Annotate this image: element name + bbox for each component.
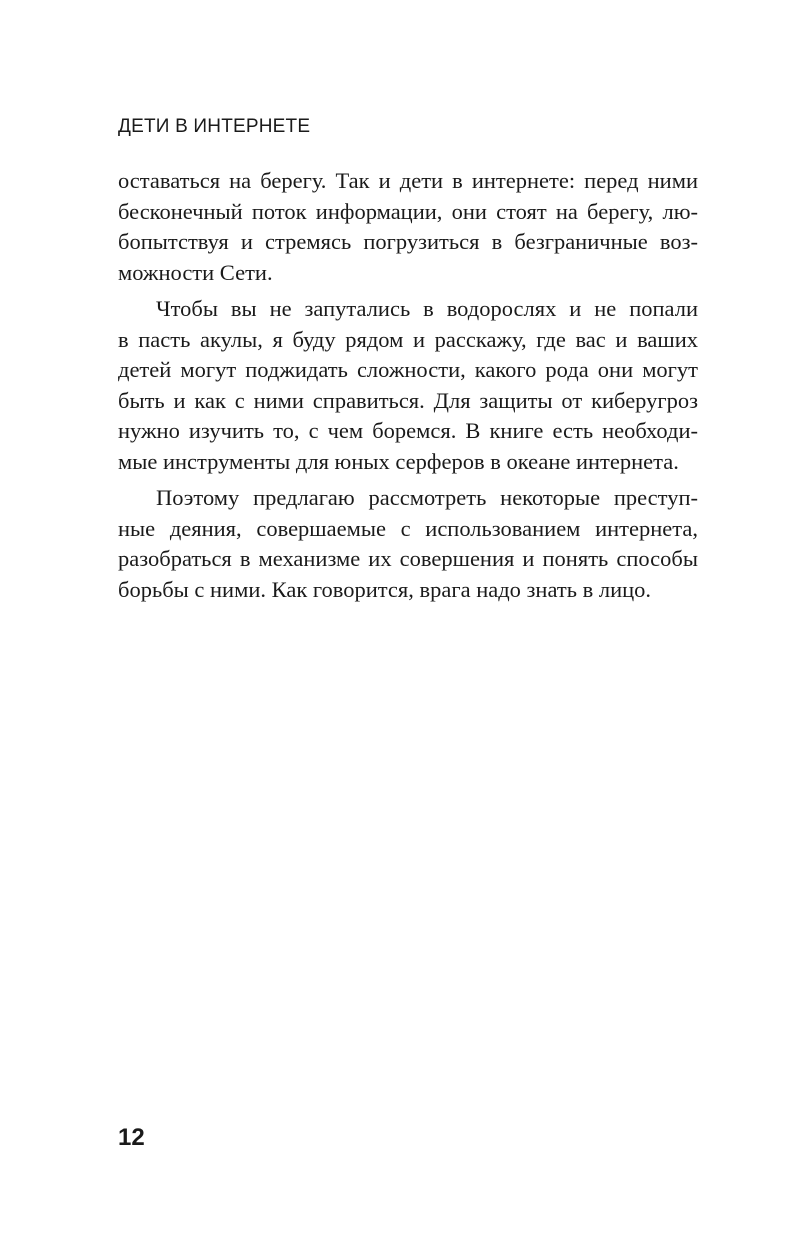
text-line: бесконечный поток информации, они стоят на берегу, лю- xyxy=(118,198,698,224)
text-line: бопытствуя и стремясь погрузиться в безграничные воз- xyxy=(118,229,698,254)
running-title: ДЕТИ В ИНТЕРНЕТЕ xyxy=(118,116,311,137)
paragraph-1 xyxy=(118,166,698,288)
text-line: быть и как с ними справиться. Для защиты от киберугроз xyxy=(118,387,698,413)
text-line: ные деяния, совершаемые с использованием интернета, xyxy=(118,515,698,541)
text-line: оставаться на берегу. Так и дети в интернете: перед ними xyxy=(118,168,698,193)
text-line: разобраться в механизме их совершения и понять способы xyxy=(118,546,698,571)
text-line: в пасть акулы, я буду рядом и расскажу, где вас и ваших xyxy=(118,326,698,352)
text-line: нужно изучить то, с чем боремся. В книге есть необходи- xyxy=(118,418,698,443)
text-line: детей могут поджидать сложности, какого рода они могут xyxy=(118,357,698,382)
paragraph-3 xyxy=(118,483,698,605)
body-text xyxy=(118,166,698,605)
page-number: 12 xyxy=(118,1124,145,1151)
text-line: мые инструменты для юных серферов в океане интернета. xyxy=(118,448,679,474)
paragraph-2 xyxy=(118,294,698,477)
text-line: Чтобы вы не запутались в водорослях и не попали xyxy=(156,296,698,321)
text-line: можности Сети. xyxy=(118,259,273,285)
text-line: борьбы с ними. Как говорится, врага надо знать в лицо. xyxy=(118,576,652,602)
text-line: Поэтому предлагаю рассмотреть некоторые преступ- xyxy=(156,485,698,510)
